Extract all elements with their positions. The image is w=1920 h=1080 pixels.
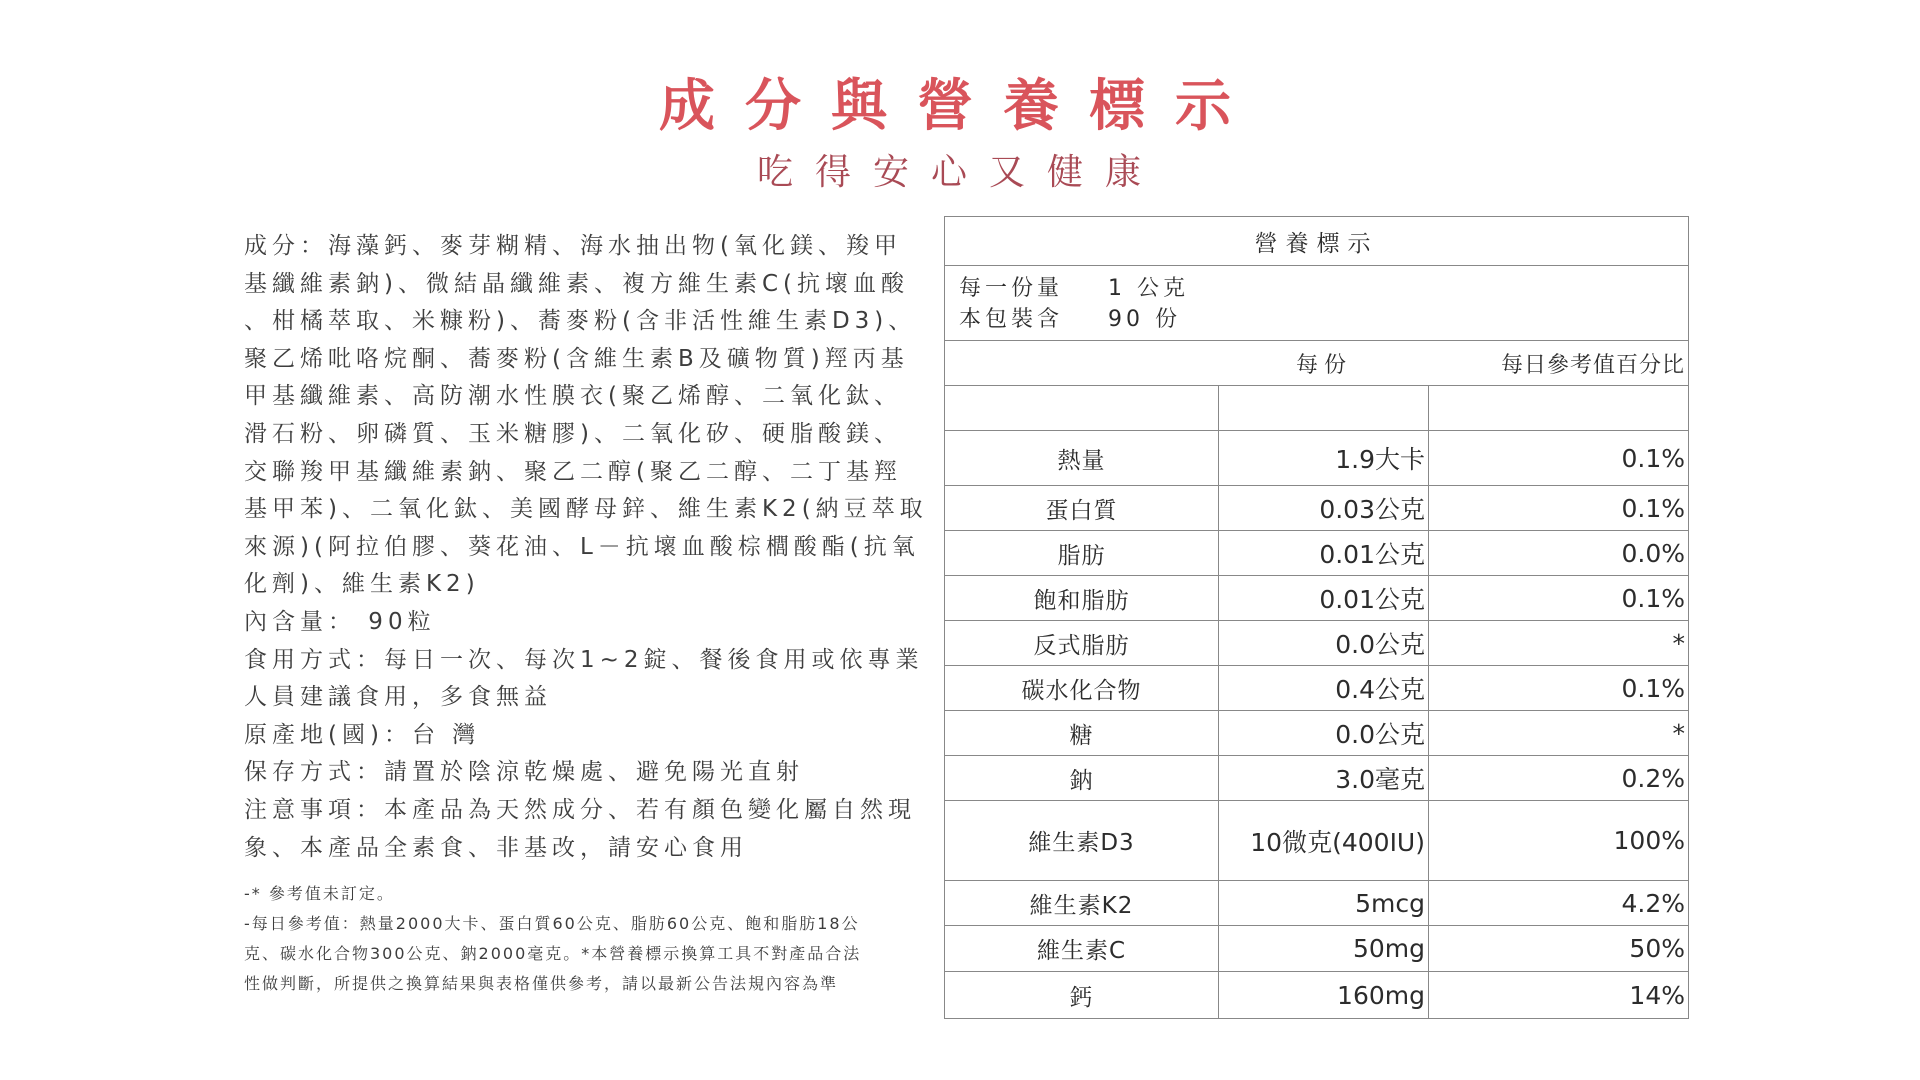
- nutrient-per: 50mg: [1219, 926, 1429, 972]
- serving-label: 每一份量: [959, 276, 1064, 301]
- nutrient-name: 維生素C: [945, 926, 1219, 972]
- nutrient-name: 維生素K2: [945, 881, 1219, 926]
- nutrient-name: 脂肪: [945, 531, 1219, 576]
- nutrient-dv: 0.0%: [1429, 531, 1688, 576]
- col-dv-label: 每日參考值百分比: [1500, 352, 1685, 378]
- ingredients-line: 基纖維素鈉)、微結晶纖維素、複方維生素C(抗壞血酸: [244, 270, 910, 297]
- nutrient-name: 維生素D3: [945, 801, 1219, 881]
- nutrient-name: 糖: [945, 711, 1219, 756]
- nutrient-name: 鈣: [945, 972, 1219, 1018]
- footnote-line: -* 參考值未訂定。: [244, 884, 395, 904]
- blank-row-per: [1219, 386, 1429, 431]
- footnotes: [244, 879, 934, 999]
- nutrient-dv: 0.1%: [1429, 486, 1688, 531]
- nutrient-per: 0.0公克: [1219, 711, 1429, 756]
- nutrient-per: 3.0毫克: [1219, 756, 1429, 801]
- nutrient-dv: 0.1%: [1429, 576, 1688, 621]
- content-amount: 內含量： 90粒: [244, 608, 436, 635]
- col-header-blank: [945, 341, 1219, 386]
- nutrient-dv: *: [1429, 711, 1688, 756]
- serving-value: 1 公克: [1108, 276, 1189, 301]
- nutrient-per: 10微克(400IU): [1219, 801, 1429, 881]
- nutrient-per: 0.01公克: [1219, 576, 1429, 621]
- nutrient-per: 160mg: [1219, 972, 1429, 1018]
- nutrient-per: 0.03公克: [1219, 486, 1429, 531]
- nutrient-per: 1.9大卡: [1219, 431, 1429, 486]
- nutrition-header-label: 營養標示: [1254, 230, 1379, 257]
- usage-line: 食用方式：每日一次、每次1~2錠、餐後食用或依專業: [244, 646, 924, 673]
- ingredients-line: 甲基纖維素、高防潮水性膜衣(聚乙烯醇、二氧化鈦、: [244, 383, 902, 410]
- nutrient-per: 0.0公克: [1219, 621, 1429, 666]
- nutrient-name: 蛋白質: [945, 486, 1219, 531]
- nutrient-dv: 14%: [1629, 980, 1685, 1010]
- nutrient-dv: 0.1%: [1429, 431, 1688, 486]
- ingredients-line: 成分：海藻鈣、麥芽糊精、海水抽出物(氧化鎂、羧甲: [244, 233, 902, 259]
- nutrient-per: 0.01公克: [1219, 531, 1429, 576]
- nutrition-table: [944, 216, 1689, 1019]
- nutrient-dv: 0.1%: [1429, 666, 1688, 711]
- nutrient-dv: 4.2%: [1429, 881, 1688, 926]
- nutrient-dv: *: [1429, 621, 1688, 666]
- ingredients-line: 化劑)、維生素K2): [244, 571, 480, 598]
- ingredients-line: 聚乙烯吡咯烷酮、蕎麥粉(含維生素B及礦物質)羥丙基: [244, 345, 909, 372]
- nutrient-name: 飽和脂肪: [945, 576, 1219, 621]
- notice-line: 象、本產品全素食、非基改，請安心食用: [244, 834, 748, 861]
- ingredients-line: 滑石粉、卵磷質、玉米糖膠)、二氧化矽、硬脂酸鎂、: [244, 420, 902, 447]
- usage-line: 人員建議食用，多食無益: [244, 684, 552, 711]
- footnote-line: -每日參考值：熱量2000大卡、蛋白質60公克、脂肪60公克、飽和脂肪18公: [244, 914, 860, 934]
- blank-row-dv: [1429, 386, 1688, 431]
- ingredients-block: [244, 228, 934, 999]
- ingredients-line: 、柑橘萃取、米糠粉)、蕎麥粉(含非活性維生素D3)、: [244, 308, 917, 335]
- page-title: 成分與營養標示: [659, 74, 1261, 139]
- ingredients-line: 來源)(阿拉伯膠、葵花油、L－抗壞血酸棕櫚酸酯(抗氧: [244, 533, 920, 560]
- col-per-label: 每份: [1295, 352, 1352, 378]
- package-label: 本包裝含: [959, 307, 1064, 332]
- nutrient-dv: 0.2%: [1429, 756, 1688, 801]
- nutrition-header: [945, 217, 1688, 266]
- blank-row-name: [945, 386, 1219, 431]
- nutrient-name: 鈉: [945, 756, 1219, 801]
- notice-line: 注意事項：本產品為天然成分、若有顏色變化屬自然現: [244, 796, 916, 823]
- footnote-line: 克、碳水化合物300公克、鈉2000毫克。*本營養標示換算工具不對產品合法: [244, 944, 862, 964]
- serving-info: [945, 266, 1688, 341]
- nutrient-dv: 50%: [1429, 926, 1688, 972]
- col-header-per: [1219, 341, 1429, 386]
- page-subtitle: 吃得安心又健康: [756, 152, 1163, 193]
- ingredients-line: 基甲苯)、二氧化鈦、美國酵母鋅、維生素K2(納豆萃取: [244, 496, 928, 523]
- nutrient-name: 碳水化合物: [945, 666, 1219, 711]
- package-value: 90 份: [1108, 307, 1181, 332]
- nutrient-per: 5mcg: [1219, 881, 1429, 926]
- col-header-dv: [1429, 341, 1688, 386]
- footnote-line: 性做判斷，所提供之換算結果與表格僅供參考，請以最新公告法規內容為準: [244, 974, 839, 994]
- nutrient-name: 熱量: [945, 431, 1219, 486]
- origin: 原產地(國)：台 灣: [244, 721, 481, 748]
- nutrient-name: 反式脂肪: [945, 621, 1219, 666]
- nutrient-dv: 100%: [1429, 801, 1688, 881]
- nutrient-per: 0.4公克: [1219, 666, 1429, 711]
- ingredients-line: 交聯羧甲基纖維素鈉、聚乙二醇(聚乙二醇、二丁基羥: [244, 458, 902, 485]
- storage: 保存方式：請置於陰涼乾燥處、避免陽光直射: [244, 759, 804, 786]
